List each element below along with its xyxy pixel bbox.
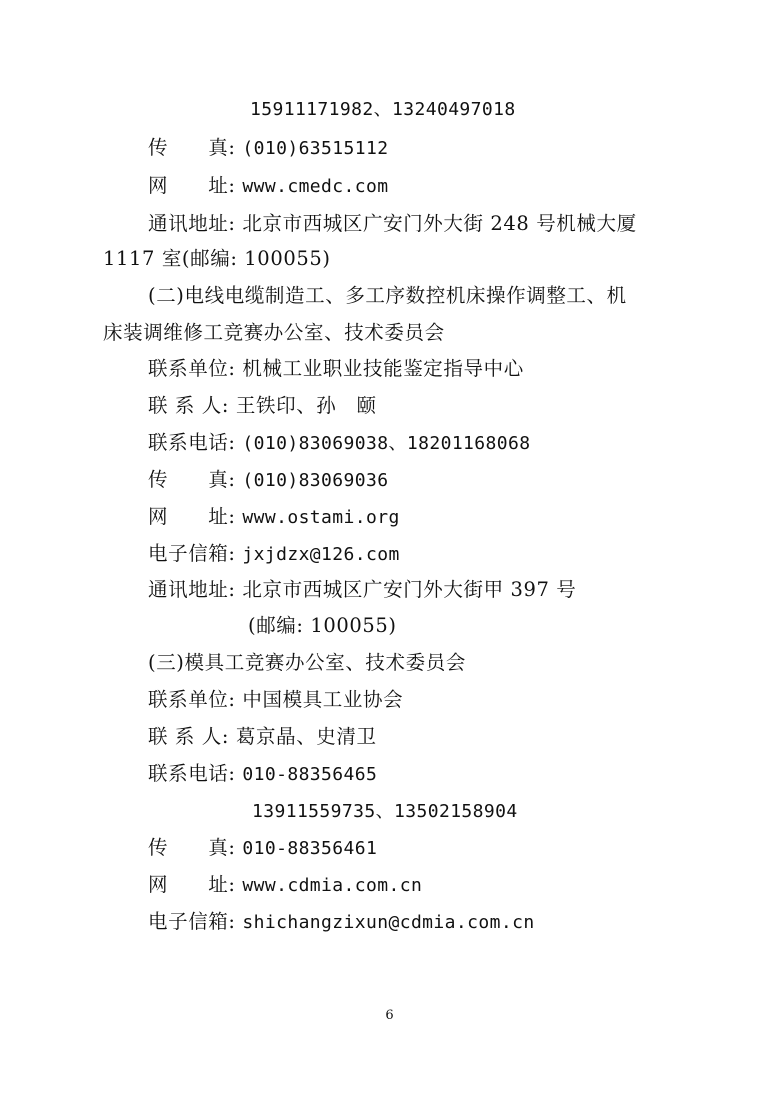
section-heading: (三)模具工竞赛办公室、技术委员会 — [148, 651, 466, 674]
website-label: 网 址: — [148, 174, 236, 197]
phone-label: 联系电话: — [148, 762, 236, 785]
phone-numbers: 13911559735、13502158904 — [252, 801, 518, 822]
email-label: 电子信箱: — [148, 542, 236, 565]
section-heading-2b — [103, 321, 445, 345]
contact-value: 葛京晶、史清卫 — [235, 725, 377, 748]
phone-value: 010-88356465 — [242, 764, 378, 785]
section-heading-3 — [148, 651, 466, 675]
unit-value: 机械工业职业技能鉴定指导中心 — [242, 357, 524, 380]
fax-row-1 — [148, 136, 388, 161]
email-value: shichangzixun@cdmia.com.cn — [242, 912, 535, 933]
unit-value: 中国模具工业协会 — [242, 688, 404, 711]
phone-row-2 — [148, 431, 530, 456]
website-row-3 — [148, 873, 422, 898]
website-value: www.cmedc.com — [242, 176, 389, 197]
postcode: (邮编: 100055) — [248, 614, 397, 637]
email-value: jxjdzx@126.com — [242, 544, 400, 565]
contact-label: 联 系 人: — [148, 394, 230, 417]
address-continuation-2 — [248, 614, 397, 638]
fax-value: 010-88356461 — [242, 838, 378, 859]
phone-continuation-3 — [252, 799, 518, 824]
website-value: www.ostami.org — [242, 507, 400, 528]
email-label: 电子信箱: — [148, 910, 236, 933]
unit-row-3 — [148, 688, 403, 712]
address-continuation-1 — [103, 247, 331, 271]
website-label: 网 址: — [148, 505, 236, 528]
fax-label: 传 真: — [148, 136, 236, 159]
website-value: www.cdmia.com.cn — [242, 875, 423, 896]
contact-row-3 — [148, 725, 377, 749]
unit-label: 联系单位: — [148, 357, 236, 380]
email-row-3 — [148, 910, 535, 935]
address-row-2 — [148, 578, 576, 602]
address-value: 北京市西城区广安门外大街 248 号机械大厦 — [242, 212, 637, 235]
phone-continuation-1 — [250, 97, 516, 122]
section-heading-cont: 床装调维修工竞赛办公室、技术委员会 — [103, 321, 445, 344]
address-value: 北京市西城区广安门外大街甲 397 号 — [242, 578, 577, 601]
address-label: 通讯地址: — [148, 578, 236, 601]
section-heading-2a — [148, 284, 627, 308]
fax-row-2 — [148, 468, 388, 493]
page-number: 6 — [385, 1008, 394, 1023]
fax-label: 传 真: — [148, 836, 236, 859]
contact-label: 联 系 人: — [148, 725, 230, 748]
fax-value: (010)83069036 — [242, 470, 389, 491]
contact-value: 王铁印、孙 颐 — [235, 394, 377, 417]
phone-numbers: 15911171982、13240497018 — [250, 99, 516, 120]
unit-label: 联系单位: — [148, 688, 236, 711]
address-continuation: 1117 室(邮编: 100055) — [103, 247, 331, 270]
phone-row-3 — [148, 762, 377, 787]
website-row-2 — [148, 505, 400, 530]
website-label: 网 址: — [148, 873, 236, 896]
contact-row-2 — [148, 394, 377, 418]
fax-value: (010)63515112 — [242, 138, 389, 159]
phone-label: 联系电话: — [148, 431, 236, 454]
section-heading: (二)电线电缆制造工、多工序数控机床操作调整工、机 — [148, 284, 627, 307]
unit-row-2 — [148, 357, 524, 381]
phone-value: (010)83069038、18201168068 — [242, 433, 531, 454]
website-row-1 — [148, 174, 388, 199]
fax-label: 传 真: — [148, 468, 236, 491]
address-row-1 — [148, 212, 637, 236]
email-row-2 — [148, 542, 400, 567]
address-label: 通讯地址: — [148, 212, 236, 235]
fax-row-3 — [148, 836, 377, 861]
